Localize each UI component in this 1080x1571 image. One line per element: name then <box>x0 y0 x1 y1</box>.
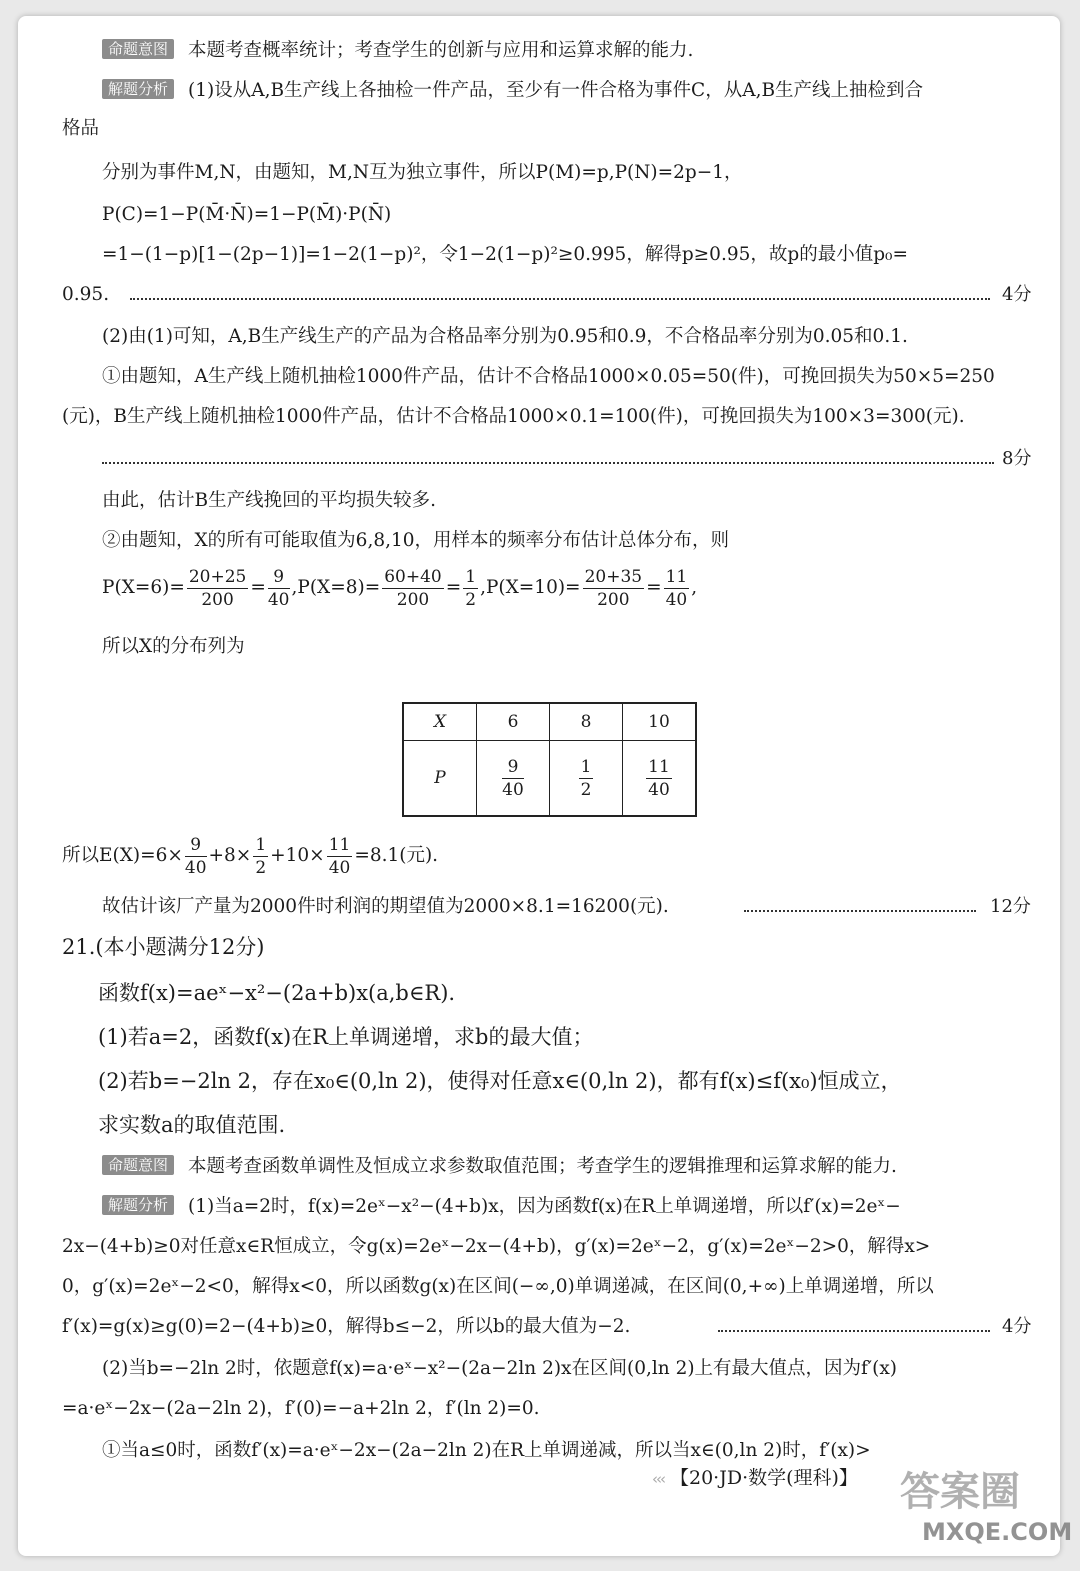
text-line: 由此，估计B生产线挽回的平均损失较多. <box>102 490 436 511</box>
problem-part-1: (1)若a=2，函数f(x)在R上单调递增，求b的最大值； <box>98 1025 594 1049</box>
text-line: ①由题知，A生产线上随机抽检1000件产品，估计不合格品1000×0.05=50(件)，可挽回损失为50×5=250 <box>102 366 995 387</box>
footer-text: 【20·JD·数学(理科)】 <box>670 1467 858 1489</box>
denominator: 40 <box>502 779 524 800</box>
table-cell <box>550 741 623 817</box>
analysis-line <box>102 78 923 104</box>
fraction <box>664 566 690 611</box>
dotted-leader <box>102 462 994 464</box>
text-segment: =8.1(元). <box>354 845 439 866</box>
denominator: 40 <box>184 857 207 878</box>
score-label: 12分 <box>990 896 1031 917</box>
fraction <box>185 834 207 879</box>
denominator: 200 <box>396 589 430 610</box>
problem-statement: 函数f(x)=aeˣ−x²−(2a+b)x(a,b∈R). <box>98 981 456 1005</box>
watermark-logo <box>860 1460 1073 1565</box>
table-cell: 8 <box>550 703 623 741</box>
table-cell <box>477 741 550 817</box>
table-cell <box>623 741 697 817</box>
analysis-tag: 解题分析 <box>102 1195 174 1215</box>
text-line: 故估计该厂产量为2000件时利润的期望值为2000×8.1=16200(元). <box>102 896 669 917</box>
score-label: 4分 <box>1002 284 1032 305</box>
watermark-text: 答案圈 <box>900 1469 1020 1515</box>
text-line: ①当a≤0时，函数f′(x)=a·eˣ−2x−(2a−2ln 2)在R上单调递减，所以当x∈(0,ln 2)时，f′(x)> <box>102 1440 871 1461</box>
numerator: 11 <box>648 756 670 777</box>
table-cell: 10 <box>623 703 697 741</box>
problem-heading: 21.(本小题满分12分) <box>62 935 265 959</box>
text-line: 分别为事件M,N，由题知，M,N互为独立事件，所以P(M)=p,P(N)=2p−1， <box>102 162 743 183</box>
equals: = <box>646 577 662 598</box>
denominator: 40 <box>665 589 688 610</box>
intent-tag: 命题意图 <box>102 1155 174 1175</box>
text-line: =a·eˣ−2x−(2a−2ln 2)，f′(0)=−a+2ln 2，f′(ln 2)=0. <box>62 1398 540 1419</box>
fraction <box>583 566 645 611</box>
table-row <box>403 703 696 741</box>
text-line: 本题考查函数单调性及恒成立求参数取值范围；考查学生的逻辑推理和运算求解的能力. <box>188 1156 897 1177</box>
denominator: 2 <box>255 857 267 878</box>
prob-lhs: ,P(X=8)= <box>291 577 381 598</box>
denominator: 40 <box>267 589 290 610</box>
text-segment: 所以E(X)=6× <box>62 845 183 866</box>
text-line: (2)由(1)可知，A,B生产线生产的产品为合格品率分别为0.95和0.9，不合格品率分别为0.05和0.1. <box>102 326 908 347</box>
intent-line <box>102 1154 897 1180</box>
intent-line <box>102 38 693 64</box>
fraction <box>327 834 353 879</box>
prob-lhs: ,P(X=10)= <box>480 577 581 598</box>
table-row <box>403 741 696 817</box>
fraction <box>646 756 672 801</box>
denominator: 200 <box>201 589 234 610</box>
intent-tag: 命题意图 <box>102 39 174 59</box>
arrows-icon: ‹‹‹ <box>652 1470 664 1488</box>
text-line: (2)当b=−2ln 2时，依题意f(x)=a·eˣ−x²−(2a−2ln 2)x在区间(0,ln 2)上有最大值点，因为f′(x) <box>102 1358 897 1379</box>
text-line: ②由题知，X的所有可能取值为6,8,10，用样本的频率分布估计总体分布，则 <box>102 530 730 551</box>
text-line: P(C)=1−P(M̄·N̄)=1−P(M̄)·P(N̄) <box>102 204 392 225</box>
table-cell: X <box>403 703 477 741</box>
expectation-line <box>62 830 438 882</box>
distribution-table <box>402 702 697 817</box>
text-line: 0，g′(x)=2eˣ−2<0，解得x<0，所以函数g(x)在区间(−∞,0)单调递减，在区间(0,+∞)上单调递增，所以 <box>62 1276 934 1297</box>
denominator: 200 <box>597 589 630 610</box>
analysis-line <box>102 1194 901 1220</box>
text-line: f′(x)=g(x)≥g(0)=2−(4+b)≥0，解得b≤−2，所以b的最大值为−2. <box>62 1316 631 1337</box>
analysis-tag: 解题分析 <box>102 79 174 99</box>
dotted-leader <box>130 298 990 300</box>
fraction <box>579 756 594 801</box>
text-line: 格品 <box>62 118 100 139</box>
fraction <box>463 566 478 611</box>
text-line: 2x−(4+b)≥0对任意x∈R恒成立，令g(x)=2eˣ−2x−(4+b)，g′(x)=2eˣ−2，g′(x)=2eˣ−2>0，解得x> <box>62 1236 931 1257</box>
numerator: 9 <box>185 834 207 857</box>
problem-part-2-cont: 求实数a的取值范围. <box>98 1113 286 1137</box>
page-footer <box>652 1463 858 1490</box>
text-segment: +8× <box>208 845 252 866</box>
numerator: 60+40 <box>384 566 442 587</box>
numerator: 11 <box>665 566 688 587</box>
numerator: 1 <box>465 566 477 587</box>
denominator: 40 <box>328 857 351 878</box>
numerator: 11 <box>328 834 351 855</box>
text-line: 0.95. <box>62 284 110 305</box>
fraction <box>187 566 249 611</box>
fraction <box>268 566 290 611</box>
numerator: 20+35 <box>584 566 643 587</box>
comma: , <box>691 577 698 598</box>
text-line: 本题考查概率统计；考查学生的创新与应用和运算求解的能力. <box>188 40 694 61</box>
table-cell: 6 <box>477 703 550 741</box>
problem-part-2: (2)若b=−2ln 2，存在x₀∈(0,ln 2)，使得对任意x∈(0,ln 2)，都有f(x)≤f(x₀)恒成立， <box>98 1069 902 1093</box>
numerator: 1 <box>255 834 267 855</box>
numerator: 20+25 <box>188 566 247 587</box>
numerator: 1 <box>580 756 592 777</box>
denominator: 40 <box>648 779 670 800</box>
fraction <box>502 756 524 801</box>
text-line: (1)设从A,B生产线上各抽检一件产品，至少有一件合格为事件C，从A,B生产线上抽检到合 <box>188 80 924 101</box>
numerator: 9 <box>268 566 290 589</box>
score-label: 4分 <box>1002 1316 1032 1337</box>
fraction <box>253 834 268 879</box>
text-line: 所以X的分布列为 <box>102 636 245 657</box>
document-page <box>18 16 1060 1556</box>
dotted-leader <box>718 1330 990 1332</box>
text-segment: +10× <box>270 845 325 866</box>
fraction <box>382 566 444 611</box>
watermark-url: MXQE.COM <box>922 1518 1073 1546</box>
text-line: (元)，B生产线上随机抽检1000件产品，估计不合格品1000×0.1=100(件)，可挽回损失为100×3=300(元). <box>62 406 965 427</box>
text-line: (1)当a=2时，f(x)=2eˣ−x²−(4+b)x，因为函数f(x)在R上单调递增，所以f′(x)=2eˣ− <box>188 1196 901 1217</box>
text-line: =1−(1−p)[1−(2p−1)]=1−2(1−p)²，令1−2(1−p)²≥0.995，解得p≥0.95，故p的最小值p₀= <box>102 244 908 265</box>
numerator: 9 <box>502 756 524 779</box>
equals: = <box>250 577 266 598</box>
dotted-leader <box>744 910 976 912</box>
table-cell: P <box>403 741 477 817</box>
probability-line <box>102 562 697 614</box>
score-label: 8分 <box>1002 448 1032 469</box>
denominator: 2 <box>465 589 477 610</box>
prob-lhs: P(X=6)= <box>102 577 185 598</box>
denominator: 2 <box>580 779 592 800</box>
equals: = <box>445 577 462 598</box>
